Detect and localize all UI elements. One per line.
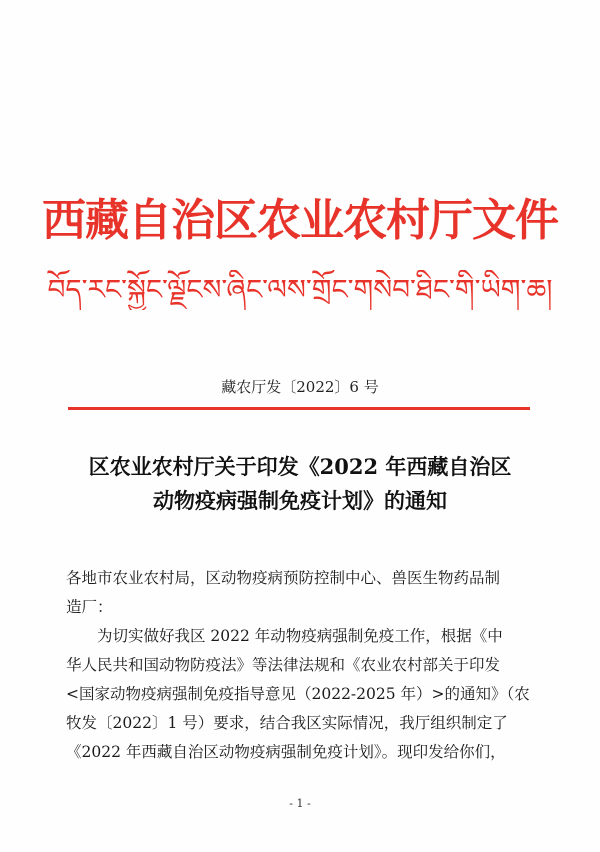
- body-line: 为切实做好我区 2022 年动物疫病强制免疫工作，根据《中: [97, 627, 503, 645]
- body-line: 造厂：: [66, 598, 113, 616]
- body-line: 《2022 年西藏自治区动物疫病强制免疫计划》。现印发给你们，: [66, 743, 506, 761]
- header-divider: [68, 407, 530, 410]
- body-line: 各地市农业农村局，区动物疫病预防控制中心、兽医生物药品制: [66, 569, 501, 587]
- org-title-chinese: 西藏自治区农业农村厅文件: [42, 195, 558, 246]
- body-line: 牧发〔2022〕1 号）要求，结合我区实际情况，我厅组织制定了: [66, 714, 508, 732]
- body-line: <国家动物疫病强制免疫指导意见（2022-2025 年）>的通知》（农: [66, 685, 530, 703]
- page-number: - 1 -: [289, 797, 311, 810]
- document-number: 藏农厅发〔2022〕6 号: [221, 378, 379, 396]
- body-text: [66, 564, 534, 767]
- org-title-tibetan: བོད་རང་སྐྱོང་ལྗོངས་ཞིང་ལས་གྲོང་གསེབ་ཐིང་གི་ཡིག་ཆ།: [47, 273, 553, 306]
- notice-title-line-2: 动物疫病强制免疫计划》的通知: [153, 488, 447, 513]
- notice-title-line-1: 区农业农村厅关于印发《2022 年西藏自治区: [88, 454, 512, 479]
- notice-title: [40, 450, 560, 518]
- body-line: 华人民共和国动物防疫法》等法律法规和《农业农村部关于印发: [66, 656, 501, 674]
